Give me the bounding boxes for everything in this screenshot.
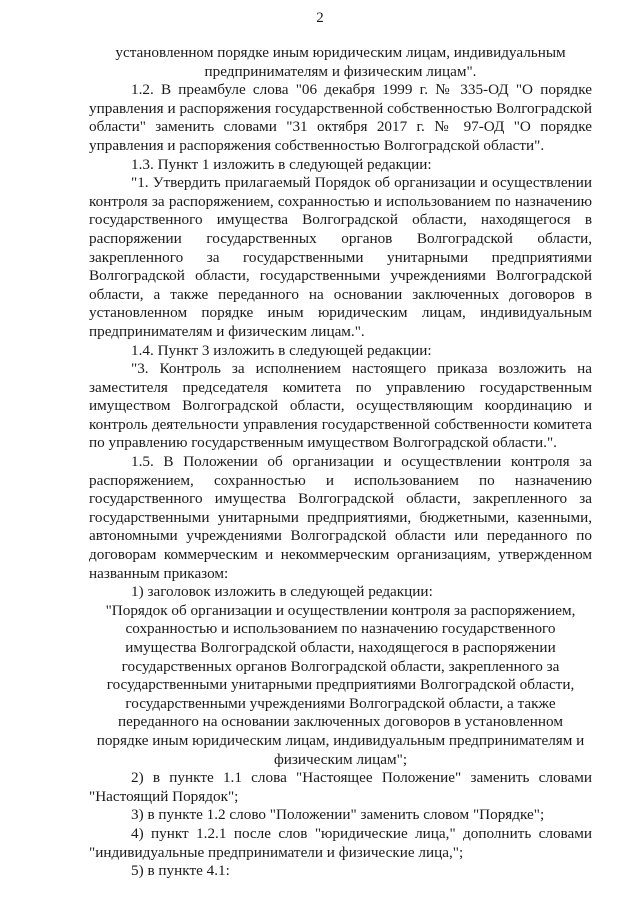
subitem-5: 5) в пункте 4.1: — [131, 862, 230, 880]
paragraph-1-5: 1.5. В Положении об организации и осуществлении контроля за распоряжением, сохранностью и использованием по назначению государственного имущества Волгоградской области, закрепленного за государственными унитарными предприятиями, бюджетными, казенными, автономными учреждениями Волгоградской области или переданного по договорам коммерческим и некоммерческим организациям, утвержденном названным приказом: — [89, 453, 592, 582]
new-title-quote: "Порядок об организации и осуществлении контроля за распоряжением, сохранностью и использованием по назначению государственного имущества Волгоградской области, находящегося в распоряжении государственных органов Волгоградской области, закрепленного за государственными унитарными предприятиями Волгоградской области, государственными учреждениями Волгоградской области, а также переданного на основании заключенных договоров в установленном порядке иным юридическим лицам, индивидуальным предпринимателям и физическим лицам"; — [96, 601, 585, 768]
paragraph-1-3: 1.3. Пункт 1 изложить в следующей редакции: — [131, 155, 432, 173]
subitem-3: 3) в пункте 1.2 слово "Положении" заменить словом "Порядке"; — [131, 806, 545, 824]
paragraph-1-4: 1.4. Пункт 3 изложить в следующей редакции: — [131, 341, 432, 359]
subitem-4: 4) пункт 1.2.1 после слов "юридические лица," дополнить словами "индивидуальные предприниматели и физические лица,"; — [89, 824, 592, 861]
paragraph-1-2: 1.2. В преамбуле слова "06 декабря 1999 г. № 335-ОД "О порядке управления и распоряжения государственной собственностью Волгоградской области" заменить словами "31 октября 2017 г. № 97-ОД "О порядке управления и распоряжения собственностью Волгоградской области". — [89, 81, 592, 154]
paragraph-item-3-text: "3. Контроль за исполнением настоящего приказа возложить на заместителя председателя комитета по управлению государственным имуществом Волгоградской области, осуществляющим координацию и контроль деятельности управления государственной собственности комитета по управлению государственным имуществом Волгоградской области.". — [89, 360, 592, 452]
document-body — [89, 44, 592, 881]
subitem-2: 2) в пункте 1.1 слова "Настоящее Положение" заменить словами "Настоящий Порядок"; — [89, 769, 592, 805]
paragraph-item-1-text: "1. Утвердить прилагаемый Порядок об организации и осуществлении контроля за распоряжением, сохранностью и использованием по назначению государственного имущества Волгоградской области, находящегося в распоряжении государственных органов Волгоградской области, закрепленного за государственными унитарными предприятиями Волгоградской области, государственными учреждениями Волгоградской области, а также переданного на основании заключенных договоров в установленном порядке иным юридическим лицам, индивидуальным предпринимателям и физическим лицам.". — [89, 174, 592, 340]
page-number: 2 — [316, 10, 324, 26]
subitem-1: 1) заголовок изложить в следующей редакции: — [131, 583, 433, 601]
paragraph-continuation: установленном порядке иным юридическим лицам, индивидуальным предпринимателям и физическим лицам". — [115, 44, 566, 80]
